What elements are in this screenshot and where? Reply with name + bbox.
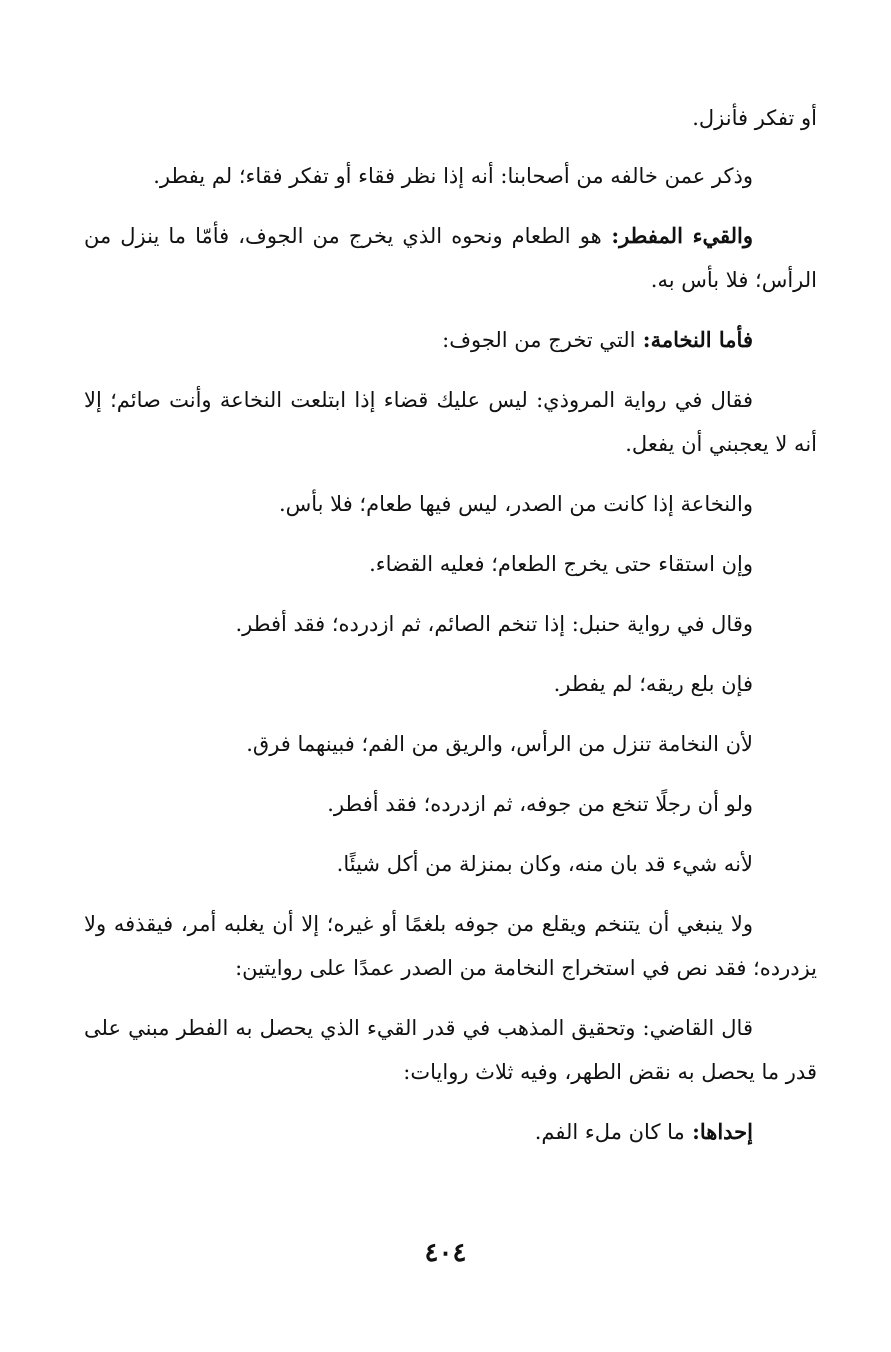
page-number: ٤٠٤ [424, 1238, 467, 1268]
paragraph-5 [84, 378, 817, 466]
paragraph-12 [84, 842, 817, 886]
paragraph-15 [84, 1110, 817, 1154]
paragraph-8 [84, 602, 817, 646]
paragraph-text: وإن استقاء حتى يخرج الطعام؛ فعليه القضاء. [369, 552, 753, 576]
paragraph-text: وقال في رواية حنبل: إذا تنخم الصائم، ثم ازدرده؛ فقد أفطر. [235, 612, 753, 636]
paragraph-text: وذكر عمن خالفه من أصحابنا: أنه إذا نظر فقاء أو تفكر فقاء؛ لم يفطر. [153, 164, 753, 188]
paragraph-text: فإن بلع ريقه؛ لم يفطر. [553, 672, 753, 696]
paragraph-text: التي تخرج من الجوف: [442, 328, 636, 352]
paragraph-4 [84, 318, 817, 362]
paragraph-text: أو تفكر فأنزل. [692, 106, 817, 130]
page-body [84, 96, 817, 1170]
paragraph-2 [84, 154, 817, 198]
paragraph-text: فقال في رواية المروذي: ليس عليك قضاء إذا ابتلعت النخاعة وأنت صائم؛ إلا أنه لا يعجبني أن يفعل. [84, 388, 817, 456]
paragraph-lead: والقيء المفطر: [601, 223, 753, 248]
paragraph-text: ما كان ملء الفم. [534, 1120, 685, 1144]
paragraph-text: هو الطعام ونحوه الذي يخرج من الجوف، فأمّا ما ينزل من الرأس؛ فلا بأس به. [84, 224, 817, 292]
paragraph-text: قال القاضي: وتحقيق المذهب في قدر القيء الذي يحصل به الفطر مبني على قدر ما يحصل به نقض الطهر، وفيه ثلاث روايات: [84, 1016, 817, 1084]
paragraph-text: ولو أن رجلًا تنخع من جوفه، ثم ازدرده؛ فقد أفطر. [327, 792, 753, 816]
paragraph-lead: إحداها: [684, 1119, 753, 1144]
paragraph-10 [84, 722, 817, 766]
paragraph-6 [84, 482, 817, 526]
paragraph-13 [84, 902, 817, 990]
paragraph-lead: فأما النخامة: [635, 327, 753, 352]
paragraph-7 [84, 542, 817, 586]
paragraph-text: لأنه شيء قد بان منه، وكان بمنزلة من أكل شيئًا. [336, 852, 753, 876]
paragraph-text: ولا ينبغي أن يتنخم ويقلع من جوفه بلغمًا أو غيره؛ إلا أن يغلبه أمر، فيقذفه ولا يزدرده؛ فقد نص في استخراج النخامة من الصدر عمدًا على روايتين: [84, 912, 817, 980]
paragraph-3 [84, 214, 817, 302]
paragraph-11 [84, 782, 817, 826]
paragraph-14 [84, 1006, 817, 1094]
paragraph-9 [84, 662, 817, 706]
paragraph-text: لأن النخامة تنزل من الرأس، والريق من الفم؛ فبينهما فرق. [246, 732, 753, 756]
paragraph-text: والنخاعة إذا كانت من الصدر، ليس فيها طعام؛ فلا بأس. [278, 492, 753, 516]
paragraph-1 [84, 96, 817, 140]
